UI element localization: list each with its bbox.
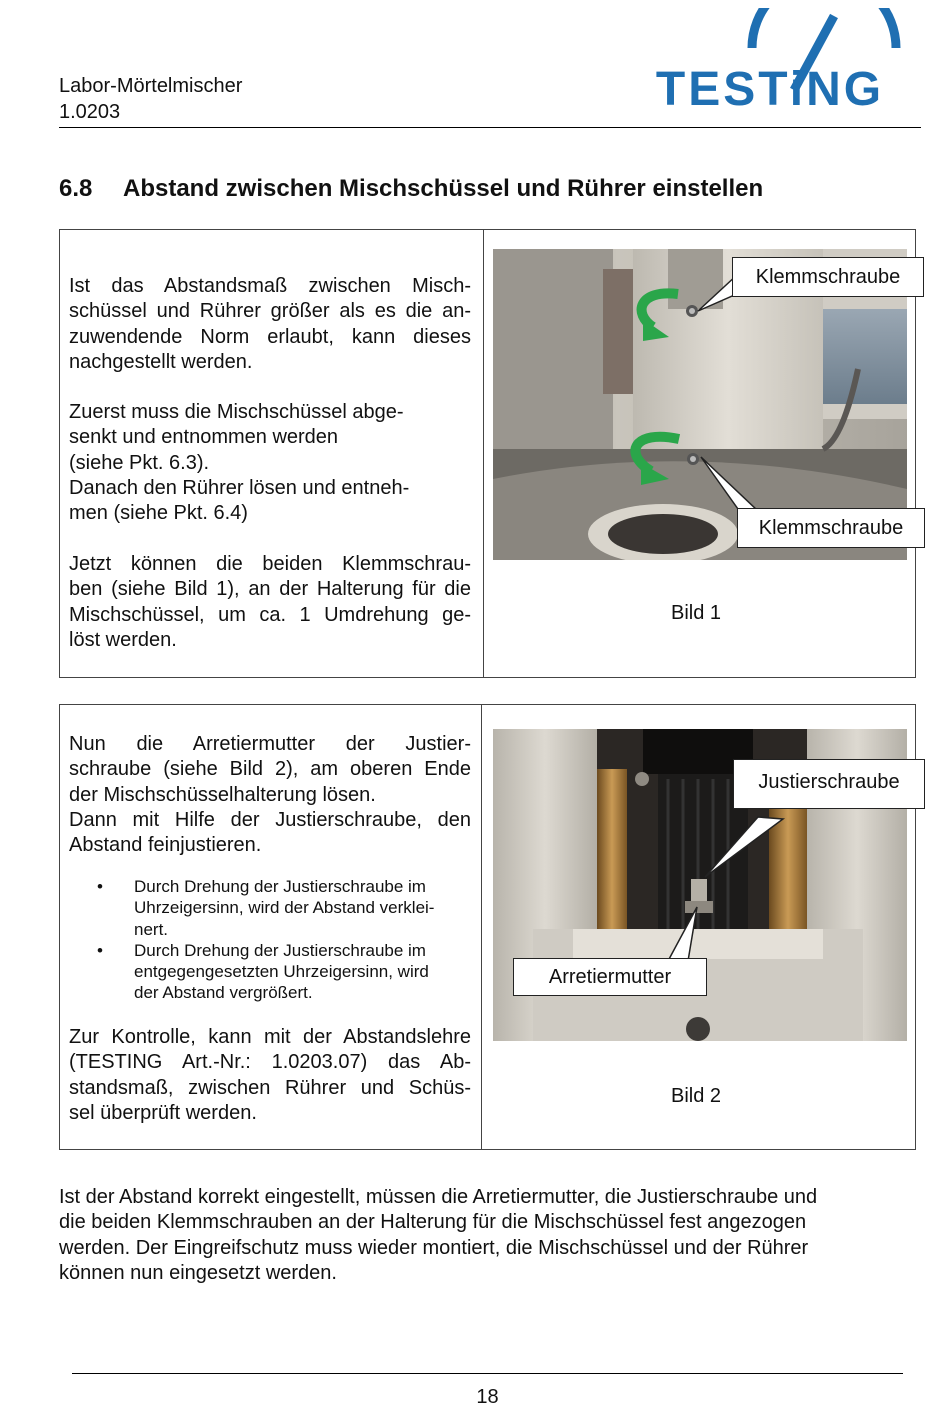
- list-item: • Durch Drehung der Justierschraube im entgegengesetzten Uhrzeigersinn, wird der Abstand vergrößert.: [97, 940, 429, 1003]
- callout-justierschraube: Justierschraube: [733, 759, 925, 809]
- photo-caption-bild-2: Bild 2: [671, 1085, 722, 1107]
- block1-paragraph-1: Ist das Abstandsmaß zwischen Misch- schüssel und Rührer größer als es die an- zuwendende Norm erlaubt, kann dieses nachgestellt werden.: [69, 275, 471, 373]
- callout-klemmschraube-top: Klemmschraube: [732, 257, 924, 297]
- page-number: 18: [476, 1386, 499, 1407]
- callout-arretiermutter: Arretiermutter: [513, 958, 707, 996]
- svg-text:TESTiNG: TESTiNG: [655, 63, 885, 110]
- callout-klemmschraube-bottom: Klemmschraube: [737, 508, 925, 548]
- footer-rule: [72, 1373, 903, 1374]
- section-title: Abstand zwischen Mischschüssel und Rührer einstellen: [123, 175, 764, 202]
- block1-paragraph-3: Jetzt können die beiden Klemmschrau- ben (siehe Bild 1), an der Halterung für die Mischschüssel, um ca. 1 Umdrehung ge- löst werden.: [69, 553, 471, 651]
- testing-logo: [624, 8, 916, 110]
- header-document-number: 1.0203: [59, 101, 121, 123]
- block2-paragraph-1: Nun die Arretiermutter der Justier- schraube (siehe Bild 2), am oberen Ende der Mischschüsselhalterung lösen. Dann mit Hilfe der Justierschraube, den Abstand feinjustieren.: [69, 733, 471, 857]
- list-item: • Durch Drehung der Justierschraube im Uhrzeigersinn, wird der Abstand verklei- nert.: [97, 877, 435, 939]
- photo-caption-bild-1: Bild 1: [671, 602, 722, 624]
- block1-paragraph-2: Zuerst muss die Mischschüssel abge- senkt und entnommen werden (siehe Pkt. 6.3). Danach den Rührer lösen und entneh- men (siehe Pkt. 6.4): [69, 401, 410, 525]
- closing-paragraph: Ist der Abstand korrekt eingestellt, müssen die Arretiermutter, die Justierschraube und die beiden Klemmschrauben an der Halterung für die Mischschüssel fest angezogen werden. Der Eingreifschutz muss wieder montiert, die Mischschüssel und der Rührer können nun eingesetzt werden.: [59, 1186, 818, 1284]
- block2-paragraph-2: Zur Kontrolle, kann mit der Abstandslehre (TESTING Art.-Nr.: 1.0203.07) das Ab- standsmaß, zwischen Rührer und Schüs- sel überprüft werden.: [69, 1026, 471, 1124]
- header-rule: [59, 127, 921, 128]
- section-heading: [59, 175, 763, 203]
- block2-bullet-list: [59, 876, 479, 1004]
- header-title: Labor-Mörtelmischer: [59, 75, 243, 97]
- section-number: 6.8: [59, 175, 93, 202]
